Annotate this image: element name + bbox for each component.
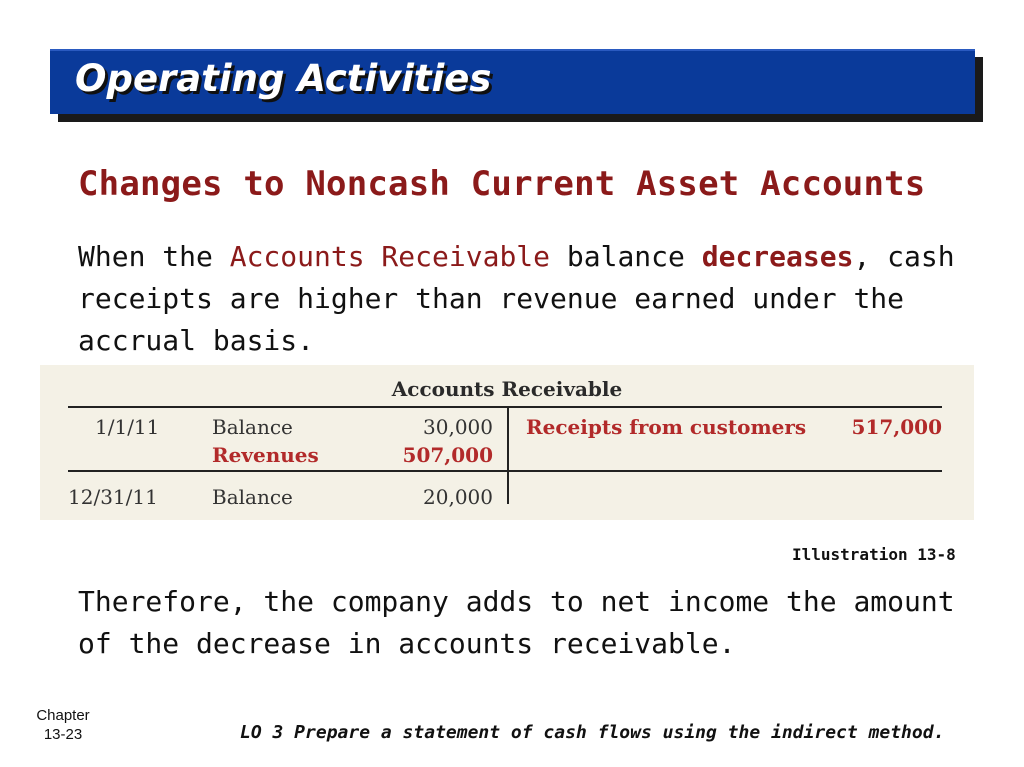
conclusion-paragraph: Therefore, the company adds to net income the amount of the decrease in accounts receivable.: [78, 585, 955, 660]
ledger-balance-rule: [68, 470, 942, 472]
ledger-row-1-label: Balance: [212, 415, 293, 439]
learning-objective: LO 3 Prepare a statement of cash flows using the indirect method.: [240, 722, 945, 743]
ledger-vertical-rule: [507, 407, 509, 504]
ledger-row-3-date: 12/31/11: [68, 485, 158, 509]
highlight-decreases: decreases: [701, 240, 854, 273]
ledger-title: Accounts Receivable: [391, 377, 623, 401]
ledger-row-3-label: Balance: [212, 485, 293, 509]
intro-paragraph: [78, 236, 958, 362]
chapter-text: Chapter: [36, 707, 90, 724]
chapter-label: [20, 706, 106, 744]
ledger-row-2-label: Revenues: [212, 443, 319, 467]
intro-text-2: balance: [550, 240, 702, 273]
title-bar: [50, 49, 975, 114]
intro-text-1: When the: [78, 240, 230, 273]
slide-subtitle: Changes to Noncash Current Asset Accounts: [78, 164, 926, 204]
ledger-credit-amount: 517,000: [851, 415, 942, 439]
illustration-reference: Illustration 13-8: [792, 545, 956, 564]
t-account-ledger: [40, 365, 974, 520]
slide-title: Operating Activities: [75, 57, 492, 100]
intro-text-3: , cash receipts are higher than revenue earned under the accrual basis.: [78, 240, 955, 357]
chapter-number: 13-23: [43, 726, 83, 743]
ledger-row-1-date: 1/1/11: [95, 415, 160, 439]
ledger-row-3-amount: 20,000: [423, 485, 493, 509]
highlight-accounts-receivable: Accounts Receivable: [229, 240, 551, 273]
ledger-row-1-amount: 30,000: [423, 415, 493, 439]
ledger-credit-label: Receipts from customers: [526, 415, 807, 439]
ledger-top-rule: [68, 406, 942, 408]
ledger-row-2-amount: 507,000: [402, 443, 493, 467]
